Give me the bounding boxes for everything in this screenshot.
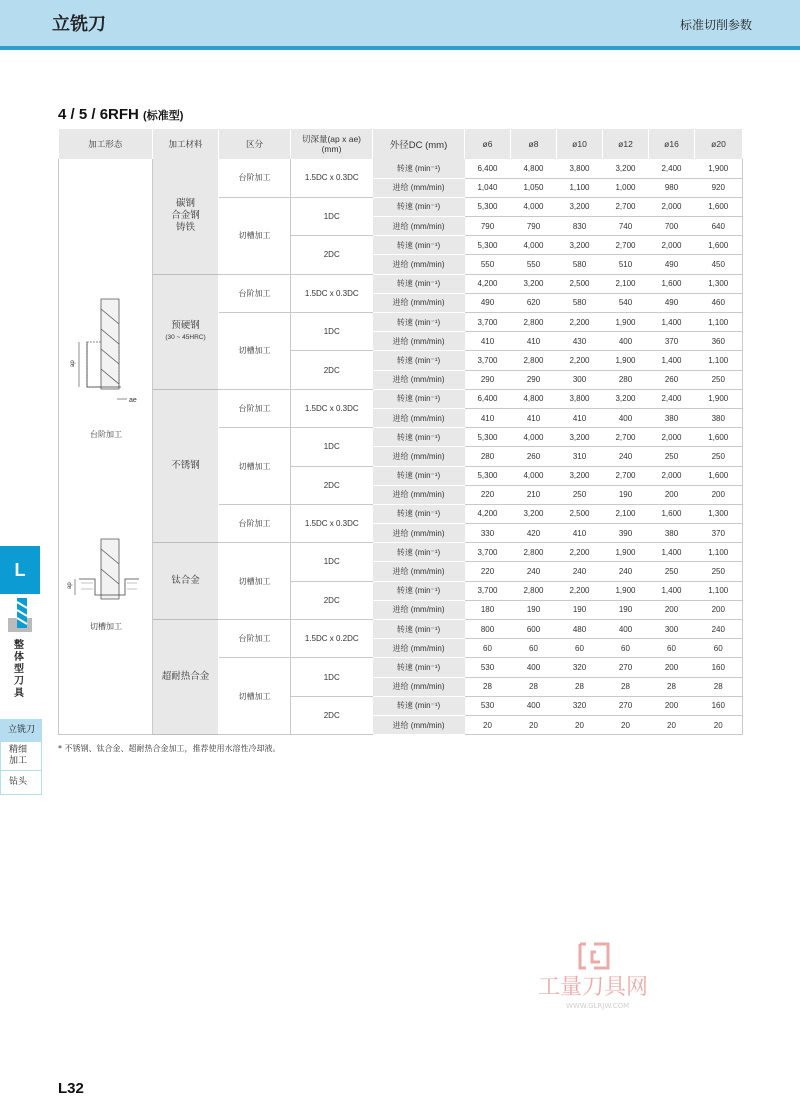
value-cell: 300 <box>649 620 695 639</box>
header-title: 立铣刀 <box>52 14 106 35</box>
material-name: 不锈钢 <box>171 460 200 471</box>
footnote: * 不锈钢、钛合金、超耐热合金加工，推荐使用水溶性冷却液。 <box>58 744 281 753</box>
value-cell: 3,200 <box>557 197 603 216</box>
table-row <box>59 274 743 293</box>
header-d10: ø10 <box>557 129 603 159</box>
header-material: 加工材料 <box>153 129 219 159</box>
value-cell: 2,100 <box>603 274 649 293</box>
value-cell: 280 <box>465 447 511 466</box>
division-cell: 切槽加工 <box>219 543 291 620</box>
value-cell: 200 <box>649 658 695 677</box>
header-d8: ø8 <box>511 129 557 159</box>
value-cell: 180 <box>465 600 511 619</box>
value-cell: 5,300 <box>465 428 511 447</box>
value-cell: 2,000 <box>649 428 695 447</box>
value-cell: 2,700 <box>603 236 649 255</box>
value-cell: 2,200 <box>557 543 603 562</box>
depth-cell: 1DC <box>291 428 373 466</box>
value-cell: 430 <box>557 332 603 351</box>
value-cell: 2,500 <box>557 504 603 523</box>
value-cell: 380 <box>649 408 695 427</box>
nav-drill[interactable]: 钻头 <box>0 771 42 795</box>
watermark-url: WWW.GLRJW.COM <box>566 1002 630 1010</box>
value-cell: 1,300 <box>695 274 743 293</box>
value-cell: 2,500 <box>557 274 603 293</box>
value-cell: 2,400 <box>649 389 695 408</box>
value-cell: 550 <box>511 255 557 274</box>
value-cell: 1,600 <box>695 236 743 255</box>
value-cell: 60 <box>695 639 743 658</box>
feed-label: 进给 (mm/min) <box>373 600 465 619</box>
value-cell: 220 <box>465 562 511 581</box>
value-cell: 530 <box>465 658 511 677</box>
value-cell: 2,000 <box>649 197 695 216</box>
depth-cell: 1DC <box>291 543 373 581</box>
division-cell: 台阶加工 <box>219 274 291 312</box>
speed-label: 转速 (min⁻¹) <box>373 274 465 293</box>
depth-cell: 1.5DC x 0.3DC <box>291 504 373 542</box>
value-cell: 1,600 <box>649 504 695 523</box>
header-division: 区分 <box>219 129 291 159</box>
value-cell: 530 <box>465 696 511 715</box>
header-divider <box>0 46 800 50</box>
value-cell: 1,600 <box>695 466 743 485</box>
value-cell: 1,050 <box>511 178 557 197</box>
value-cell: 1,100 <box>695 543 743 562</box>
speed-label: 转速 (min⁻¹) <box>373 236 465 255</box>
value-cell: 190 <box>511 600 557 619</box>
nav-fine-machining[interactable]: 精细 加工 <box>0 741 42 771</box>
value-cell: 200 <box>649 696 695 715</box>
value-cell: 400 <box>603 408 649 427</box>
value-cell: 4,000 <box>511 197 557 216</box>
value-cell: 2,200 <box>557 351 603 370</box>
value-cell: 1,900 <box>603 313 649 332</box>
depth-cell: 2DC <box>291 351 373 389</box>
value-cell: 2,100 <box>603 504 649 523</box>
speed-label: 转速 (min⁻¹) <box>373 428 465 447</box>
material-cell <box>153 543 219 620</box>
value-cell: 510 <box>603 255 649 274</box>
value-cell: 490 <box>465 293 511 312</box>
sidebar-vertical-label: 整体型刀具 <box>14 640 24 699</box>
value-cell: 5,300 <box>465 236 511 255</box>
value-cell: 390 <box>603 524 649 543</box>
value-cell: 460 <box>695 293 743 312</box>
value-cell: 3,200 <box>557 236 603 255</box>
value-cell: 1,040 <box>465 178 511 197</box>
speed-label: 转速 (min⁻¹) <box>373 504 465 523</box>
value-cell: 1,900 <box>695 389 743 408</box>
material-name: 预硬钢 <box>171 319 200 331</box>
value-cell: 280 <box>603 370 649 389</box>
material-cell <box>153 159 219 274</box>
value-cell: 640 <box>695 217 743 236</box>
dim-ae: ae <box>129 397 137 404</box>
value-cell: 1,900 <box>603 351 649 370</box>
value-cell: 290 <box>465 370 511 389</box>
speed-label: 转速 (min⁻¹) <box>373 543 465 562</box>
value-cell: 3,800 <box>557 389 603 408</box>
value-cell: 400 <box>511 658 557 677</box>
header-d6: ø6 <box>465 129 511 159</box>
value-cell: 240 <box>603 447 649 466</box>
value-cell: 28 <box>465 677 511 696</box>
value-cell: 290 <box>511 370 557 389</box>
value-cell: 740 <box>603 217 649 236</box>
value-cell: 3,700 <box>465 543 511 562</box>
feed-label: 进给 (mm/min) <box>373 217 465 236</box>
value-cell: 480 <box>557 620 603 639</box>
value-cell: 210 <box>511 485 557 504</box>
value-cell: 60 <box>465 639 511 658</box>
value-cell: 160 <box>695 696 743 715</box>
feed-label: 进给 (mm/min) <box>373 677 465 696</box>
value-cell: 4,800 <box>511 159 557 178</box>
value-cell: 4,200 <box>465 274 511 293</box>
value-cell: 4,800 <box>511 389 557 408</box>
value-cell: 1,400 <box>649 581 695 600</box>
header-d16: ø16 <box>649 129 695 159</box>
value-cell: 1,600 <box>695 428 743 447</box>
dim-ap: ap <box>70 360 76 367</box>
material-note: (30 ~ 45HRC) <box>165 333 206 341</box>
section-title <box>58 106 183 123</box>
material-name: 碳钢 合金钢 铸铁 <box>171 198 200 234</box>
value-cell: 200 <box>695 485 743 504</box>
shape-illustration-cell <box>59 159 153 735</box>
value-cell: 360 <box>695 332 743 351</box>
table-row <box>59 389 743 408</box>
value-cell: 410 <box>557 408 603 427</box>
depth-cell: 1DC <box>291 313 373 351</box>
value-cell: 1,300 <box>695 504 743 523</box>
depth-cell: 2DC <box>291 236 373 274</box>
value-cell: 5,300 <box>465 197 511 216</box>
division-cell: 切槽加工 <box>219 197 291 274</box>
value-cell: 240 <box>603 562 649 581</box>
value-cell: 250 <box>649 562 695 581</box>
cutting-parameters-table <box>58 129 743 735</box>
material-cell <box>153 620 219 735</box>
value-cell: 2,000 <box>649 236 695 255</box>
value-cell: 920 <box>695 178 743 197</box>
table-row <box>59 543 743 562</box>
value-cell: 250 <box>695 447 743 466</box>
feed-label: 进给 (mm/min) <box>373 715 465 734</box>
feed-label: 进给 (mm/min) <box>373 447 465 466</box>
division-cell: 台阶加工 <box>219 620 291 658</box>
speed-label: 转速 (min⁻¹) <box>373 466 465 485</box>
material-cell <box>153 274 219 389</box>
speed-label: 转速 (min⁻¹) <box>373 197 465 216</box>
division-cell: 台阶加工 <box>219 504 291 542</box>
value-cell: 2,800 <box>511 351 557 370</box>
header-diameter: 外径DC (mm) <box>373 129 465 159</box>
value-cell: 160 <box>695 658 743 677</box>
value-cell: 580 <box>557 255 603 274</box>
value-cell: 370 <box>695 524 743 543</box>
value-cell: 1,900 <box>695 159 743 178</box>
value-cell: 28 <box>557 677 603 696</box>
value-cell: 6,400 <box>465 159 511 178</box>
feed-label: 进给 (mm/min) <box>373 293 465 312</box>
value-cell: 260 <box>511 447 557 466</box>
feed-label: 进给 (mm/min) <box>373 562 465 581</box>
value-cell: 60 <box>557 639 603 658</box>
value-cell: 2,800 <box>511 543 557 562</box>
division-cell: 切槽加工 <box>219 313 291 390</box>
section-title-main: 4 / 5 / 6RFH <box>58 106 139 123</box>
value-cell: 4,000 <box>511 466 557 485</box>
feed-label: 进给 (mm/min) <box>373 255 465 274</box>
value-cell: 200 <box>695 600 743 619</box>
value-cell: 1,100 <box>695 581 743 600</box>
value-cell: 2,700 <box>603 466 649 485</box>
value-cell: 450 <box>695 255 743 274</box>
division-cell: 切槽加工 <box>219 428 291 505</box>
value-cell: 2,200 <box>557 581 603 600</box>
value-cell: 420 <box>511 524 557 543</box>
depth-cell: 1DC <box>291 658 373 696</box>
section-title-sub: (标准型) <box>143 110 184 122</box>
value-cell: 410 <box>557 524 603 543</box>
header-category: 标准切削参数 <box>679 18 752 32</box>
value-cell: 380 <box>695 408 743 427</box>
value-cell: 600 <box>511 620 557 639</box>
table-header-row <box>59 129 743 159</box>
value-cell: 3,700 <box>465 581 511 600</box>
header-depth: 切深量(ap x ae) (mm) <box>291 129 373 159</box>
page-number: L32 <box>58 1080 84 1097</box>
header-d12: ø12 <box>603 129 649 159</box>
speed-label: 转速 (min⁻¹) <box>373 389 465 408</box>
value-cell: 260 <box>649 370 695 389</box>
header-shape: 加工形态 <box>59 129 153 159</box>
value-cell: 2,400 <box>649 159 695 178</box>
page-header <box>0 0 800 46</box>
value-cell: 490 <box>649 255 695 274</box>
value-cell: 2,700 <box>603 197 649 216</box>
value-cell: 200 <box>649 600 695 619</box>
value-cell: 20 <box>511 715 557 734</box>
nav-end-mill[interactable]: 立铣刀 <box>0 719 42 741</box>
value-cell: 800 <box>465 620 511 639</box>
value-cell: 190 <box>603 600 649 619</box>
value-cell: 28 <box>695 677 743 696</box>
value-cell: 1,100 <box>557 178 603 197</box>
value-cell: 200 <box>649 485 695 504</box>
table-row <box>59 159 743 178</box>
division-cell: 切槽加工 <box>219 658 291 735</box>
value-cell: 1,400 <box>649 543 695 562</box>
value-cell: 20 <box>695 715 743 734</box>
value-cell: 270 <box>603 696 649 715</box>
value-cell: 580 <box>557 293 603 312</box>
value-cell: 980 <box>649 178 695 197</box>
speed-label: 转速 (min⁻¹) <box>373 313 465 332</box>
depth-cell: 1.5DC x 0.3DC <box>291 274 373 312</box>
material-cell <box>153 389 219 543</box>
value-cell: 20 <box>603 715 649 734</box>
value-cell: 4,200 <box>465 504 511 523</box>
depth-cell: 2DC <box>291 696 373 734</box>
value-cell: 3,200 <box>603 159 649 178</box>
value-cell: 3,200 <box>511 504 557 523</box>
value-cell: 240 <box>557 562 603 581</box>
value-cell: 28 <box>511 677 557 696</box>
value-cell: 1,100 <box>695 313 743 332</box>
value-cell: 830 <box>557 217 603 236</box>
value-cell: 1,600 <box>695 197 743 216</box>
depth-cell: 1DC <box>291 197 373 235</box>
value-cell: 2,200 <box>557 313 603 332</box>
depth-cell: 2DC <box>291 466 373 504</box>
value-cell: 28 <box>649 677 695 696</box>
value-cell: 250 <box>695 562 743 581</box>
material-name: 钛合金 <box>171 575 200 587</box>
value-cell: 410 <box>511 332 557 351</box>
shape-label-slot: 切槽加工 <box>90 622 122 631</box>
value-cell: 400 <box>603 332 649 351</box>
value-cell: 20 <box>649 715 695 734</box>
shape-label-shoulder: 台阶加工 <box>90 430 122 439</box>
value-cell: 320 <box>557 658 603 677</box>
division-cell: 台阶加工 <box>219 159 291 197</box>
depth-cell: 1.5DC x 0.3DC <box>291 389 373 427</box>
value-cell: 1,900 <box>603 581 649 600</box>
dim-ap-slot: ap <box>67 582 73 589</box>
value-cell: 250 <box>557 485 603 504</box>
value-cell: 310 <box>557 447 603 466</box>
value-cell: 250 <box>649 447 695 466</box>
speed-label: 转速 (min⁻¹) <box>373 581 465 600</box>
feed-label: 进给 (mm/min) <box>373 178 465 197</box>
value-cell: 3,800 <box>557 159 603 178</box>
speed-label: 转速 (min⁻¹) <box>373 620 465 639</box>
value-cell: 60 <box>649 639 695 658</box>
value-cell: 28 <box>603 677 649 696</box>
feed-label: 进给 (mm/min) <box>373 370 465 389</box>
feed-label: 进给 (mm/min) <box>373 524 465 543</box>
value-cell: 1,400 <box>649 313 695 332</box>
value-cell: 550 <box>465 255 511 274</box>
watermark-logo <box>536 942 676 1012</box>
watermark-brand: 工量刀具网 <box>538 975 649 1000</box>
value-cell: 250 <box>695 370 743 389</box>
feed-label: 进给 (mm/min) <box>373 408 465 427</box>
value-cell: 410 <box>465 332 511 351</box>
value-cell: 2,700 <box>603 428 649 447</box>
value-cell: 20 <box>557 715 603 734</box>
value-cell: 300 <box>557 370 603 389</box>
value-cell: 2,800 <box>511 313 557 332</box>
value-cell: 3,200 <box>557 466 603 485</box>
header-d20: ø20 <box>695 129 743 159</box>
value-cell: 60 <box>603 639 649 658</box>
value-cell: 330 <box>465 524 511 543</box>
division-cell: 台阶加工 <box>219 389 291 427</box>
value-cell: 1,600 <box>649 274 695 293</box>
value-cell: 410 <box>465 408 511 427</box>
value-cell: 190 <box>557 600 603 619</box>
value-cell: 4,000 <box>511 236 557 255</box>
value-cell: 60 <box>511 639 557 658</box>
value-cell: 3,200 <box>511 274 557 293</box>
value-cell: 3,700 <box>465 313 511 332</box>
value-cell: 2,800 <box>511 581 557 600</box>
shoulder-milling-diagram <box>59 159 153 631</box>
depth-cell: 1.5DC x 0.2DC <box>291 620 373 658</box>
value-cell: 410 <box>511 408 557 427</box>
speed-label: 转速 (min⁻¹) <box>373 159 465 178</box>
chapter-tab[interactable]: L <box>0 546 40 594</box>
value-cell: 620 <box>511 293 557 312</box>
end-mill-icon <box>8 598 32 632</box>
speed-label: 转速 (min⁻¹) <box>373 696 465 715</box>
value-cell: 2,000 <box>649 466 695 485</box>
value-cell: 700 <box>649 217 695 236</box>
value-cell: 6,400 <box>465 389 511 408</box>
depth-cell: 2DC <box>291 581 373 619</box>
value-cell: 1,900 <box>603 543 649 562</box>
value-cell: 190 <box>603 485 649 504</box>
speed-label: 转速 (min⁻¹) <box>373 351 465 370</box>
value-cell: 3,700 <box>465 351 511 370</box>
value-cell: 540 <box>603 293 649 312</box>
speed-label: 转速 (min⁻¹) <box>373 658 465 677</box>
feed-label: 进给 (mm/min) <box>373 332 465 351</box>
value-cell: 3,200 <box>603 389 649 408</box>
value-cell: 400 <box>511 696 557 715</box>
value-cell: 790 <box>511 217 557 236</box>
value-cell: 370 <box>649 332 695 351</box>
value-cell: 240 <box>511 562 557 581</box>
value-cell: 1,400 <box>649 351 695 370</box>
value-cell: 320 <box>557 696 603 715</box>
value-cell: 790 <box>465 217 511 236</box>
value-cell: 5,300 <box>465 466 511 485</box>
feed-label: 进给 (mm/min) <box>373 485 465 504</box>
value-cell: 220 <box>465 485 511 504</box>
value-cell: 240 <box>695 620 743 639</box>
value-cell: 3,200 <box>557 428 603 447</box>
value-cell: 1,000 <box>603 178 649 197</box>
value-cell: 1,100 <box>695 351 743 370</box>
value-cell: 380 <box>649 524 695 543</box>
value-cell: 4,000 <box>511 428 557 447</box>
value-cell: 270 <box>603 658 649 677</box>
value-cell: 400 <box>603 620 649 639</box>
value-cell: 20 <box>465 715 511 734</box>
material-name: 超耐热合金 <box>161 671 210 683</box>
depth-cell: 1.5DC x 0.3DC <box>291 159 373 197</box>
feed-label: 进给 (mm/min) <box>373 639 465 658</box>
table-row <box>59 620 743 639</box>
value-cell: 490 <box>649 293 695 312</box>
